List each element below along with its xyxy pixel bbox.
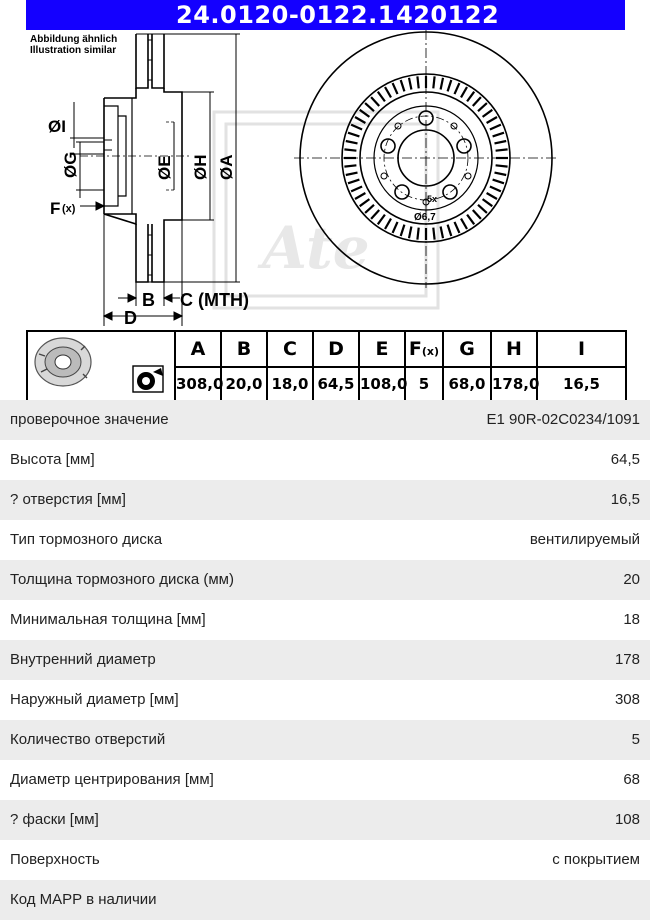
dim-header-E: E [359,331,405,367]
part-number: 24.0120-0122.1 [176,1,395,29]
vent-rib [487,117,497,123]
dim-value-E: 108,0 [359,367,405,401]
vent-rib [360,199,370,206]
vent-rib [409,227,411,239]
spec-label: Тип тормозного диска [10,531,163,548]
vent-rib [378,215,385,225]
illustration-note-en: Illustration similar [30,45,117,56]
vent-rib [355,193,365,199]
dim-value-F: 5 [405,367,443,401]
vent-rib [346,141,358,143]
vent-rib [493,133,504,137]
dim-value-C: 18,0 [267,367,313,401]
vent-rib [441,78,443,90]
spec-row [0,520,650,560]
vent-rib [393,83,398,94]
vent-rib [490,125,501,130]
spec-row [0,680,650,720]
vent-rib [365,205,374,213]
illustration-note-de: Abbildung ähnlich [30,34,118,45]
spec-value: 16,5 [610,491,640,508]
spec-label: Толщина тормозного диска (мм) [10,571,234,588]
disc-thumbnail-icon [29,332,173,396]
vent-rib [441,227,443,239]
dim-header-D: D [313,331,359,367]
vent-rib [495,141,507,143]
spec-label: Код MAPP в наличии [10,891,157,908]
spec-row [0,720,650,760]
vent-rib [473,97,481,106]
vent-rib [461,87,467,97]
dim-header-F-letter: F [408,338,422,360]
vent-rib [448,80,452,91]
vent-rib [467,92,474,102]
technical-drawing [0,30,650,330]
dim-header-F-sub: (x) [421,345,440,358]
vent-rib [401,80,405,91]
vent-rib [496,149,508,150]
spec-label: ? отверстия [мм] [10,491,126,508]
vent-rib [355,117,365,123]
spec-label: Минимальная толщина [мм] [10,611,206,628]
spec-value: 20 [623,571,640,588]
dim-value-D: 64,5 [313,367,359,401]
spec-row [0,640,650,680]
label-A: ØA [217,154,236,180]
spec-row [0,880,650,920]
vent-rib [455,222,460,233]
spec-label: проверочное значение [10,411,169,428]
vent-rib [344,165,356,166]
vent-rib [346,173,358,175]
vent-rib [417,228,418,240]
spec-value: E1 90R-02C0234/1091 [486,411,640,428]
vent-rib [371,97,379,106]
vent-rib [455,83,460,94]
vent-rib [478,103,487,111]
label-H: ØH [191,154,210,180]
article-code: 420122 [396,1,500,29]
vent-rib [344,149,356,150]
label-D: D [124,308,137,328]
vent-rib [351,187,362,192]
vent-rib [490,187,501,192]
dim-header-A: A [175,331,221,367]
dim-value-H: 178,0 [491,367,537,401]
vent-rib [448,225,452,236]
dim-header-H: H [491,331,537,367]
vent-rib [433,76,434,88]
vent-rib [483,110,493,117]
spec-row [0,840,650,880]
spec-value: 308 [614,691,640,708]
label-C: C (MTH) [180,290,249,310]
vent-rib [417,76,418,88]
hole-diameter-label: Ø6,7 [414,212,436,223]
vent-rib [385,87,391,97]
dim-header-F [405,331,443,367]
spec-value: 68 [623,771,640,788]
spec-row [0,760,650,800]
spec-row [0,800,650,840]
label-F-sub: (x) [62,203,76,215]
dim-header-C: C [267,331,313,367]
caliper-icon [133,366,163,392]
spec-label: Количество отверстий [10,731,166,748]
specs-table [0,400,650,920]
holes-count-label: 5x [427,194,438,204]
vent-rib [496,165,508,166]
spec-value: 18 [623,611,640,628]
svg-text:Ate: Ate [262,214,370,282]
vent-rib [493,180,504,184]
spec-label: Поверхность [10,851,100,868]
vent-rib [483,199,493,206]
spec-value: с покрытием [552,851,640,868]
spec-label: Диаметр центрирования [мм] [10,771,214,788]
vent-rib [365,103,374,111]
spec-row [0,400,650,440]
vent-rib [473,210,481,219]
vent-rib [401,225,405,236]
dim-value-I: 16,5 [537,367,626,401]
spec-label: Внутренний диаметр [10,651,156,668]
vent-rib [371,210,379,219]
vent-rib [348,133,359,137]
spec-label: Наружный диаметр [мм] [10,691,179,708]
spec-row [0,600,650,640]
label-B: B [142,290,155,310]
label-E: ØE [155,155,174,180]
dim-value-A: 308,0 [175,367,221,401]
spec-row [0,480,650,520]
dim-header-G: G [443,331,491,367]
vent-rib [487,193,497,199]
label-F: F [50,199,61,218]
dim-header-B: B [221,331,267,367]
label-I: ØI [48,117,66,136]
spec-value: 64,5 [610,451,640,468]
dimension-table [26,330,627,402]
header-banner [26,0,625,30]
dim-value-G: 68,0 [443,367,491,401]
vent-rib [478,205,487,213]
spec-row [0,560,650,600]
vent-rib [495,173,507,175]
vent-rib [378,92,385,102]
spec-label: Высота [мм] [10,451,95,468]
vent-rib [385,219,391,229]
vent-rib [461,219,467,229]
spec-value: 108 [614,811,640,828]
vent-rib [393,222,398,233]
spec-value: 5 [631,731,640,748]
vent-rib [433,228,434,240]
disc-thumbnail [27,331,175,401]
spec-value: вентилируемый [529,531,640,548]
vent-rib [348,180,359,184]
label-G: ØG [61,151,80,178]
spec-label: ? фаски [мм] [10,811,99,828]
dim-header-I: I [537,331,626,367]
vent-rib [409,78,411,90]
spec-row [0,440,650,480]
spec-value: 178 [614,651,640,668]
dim-value-B: 20,0 [221,367,267,401]
vent-rib [467,215,474,225]
